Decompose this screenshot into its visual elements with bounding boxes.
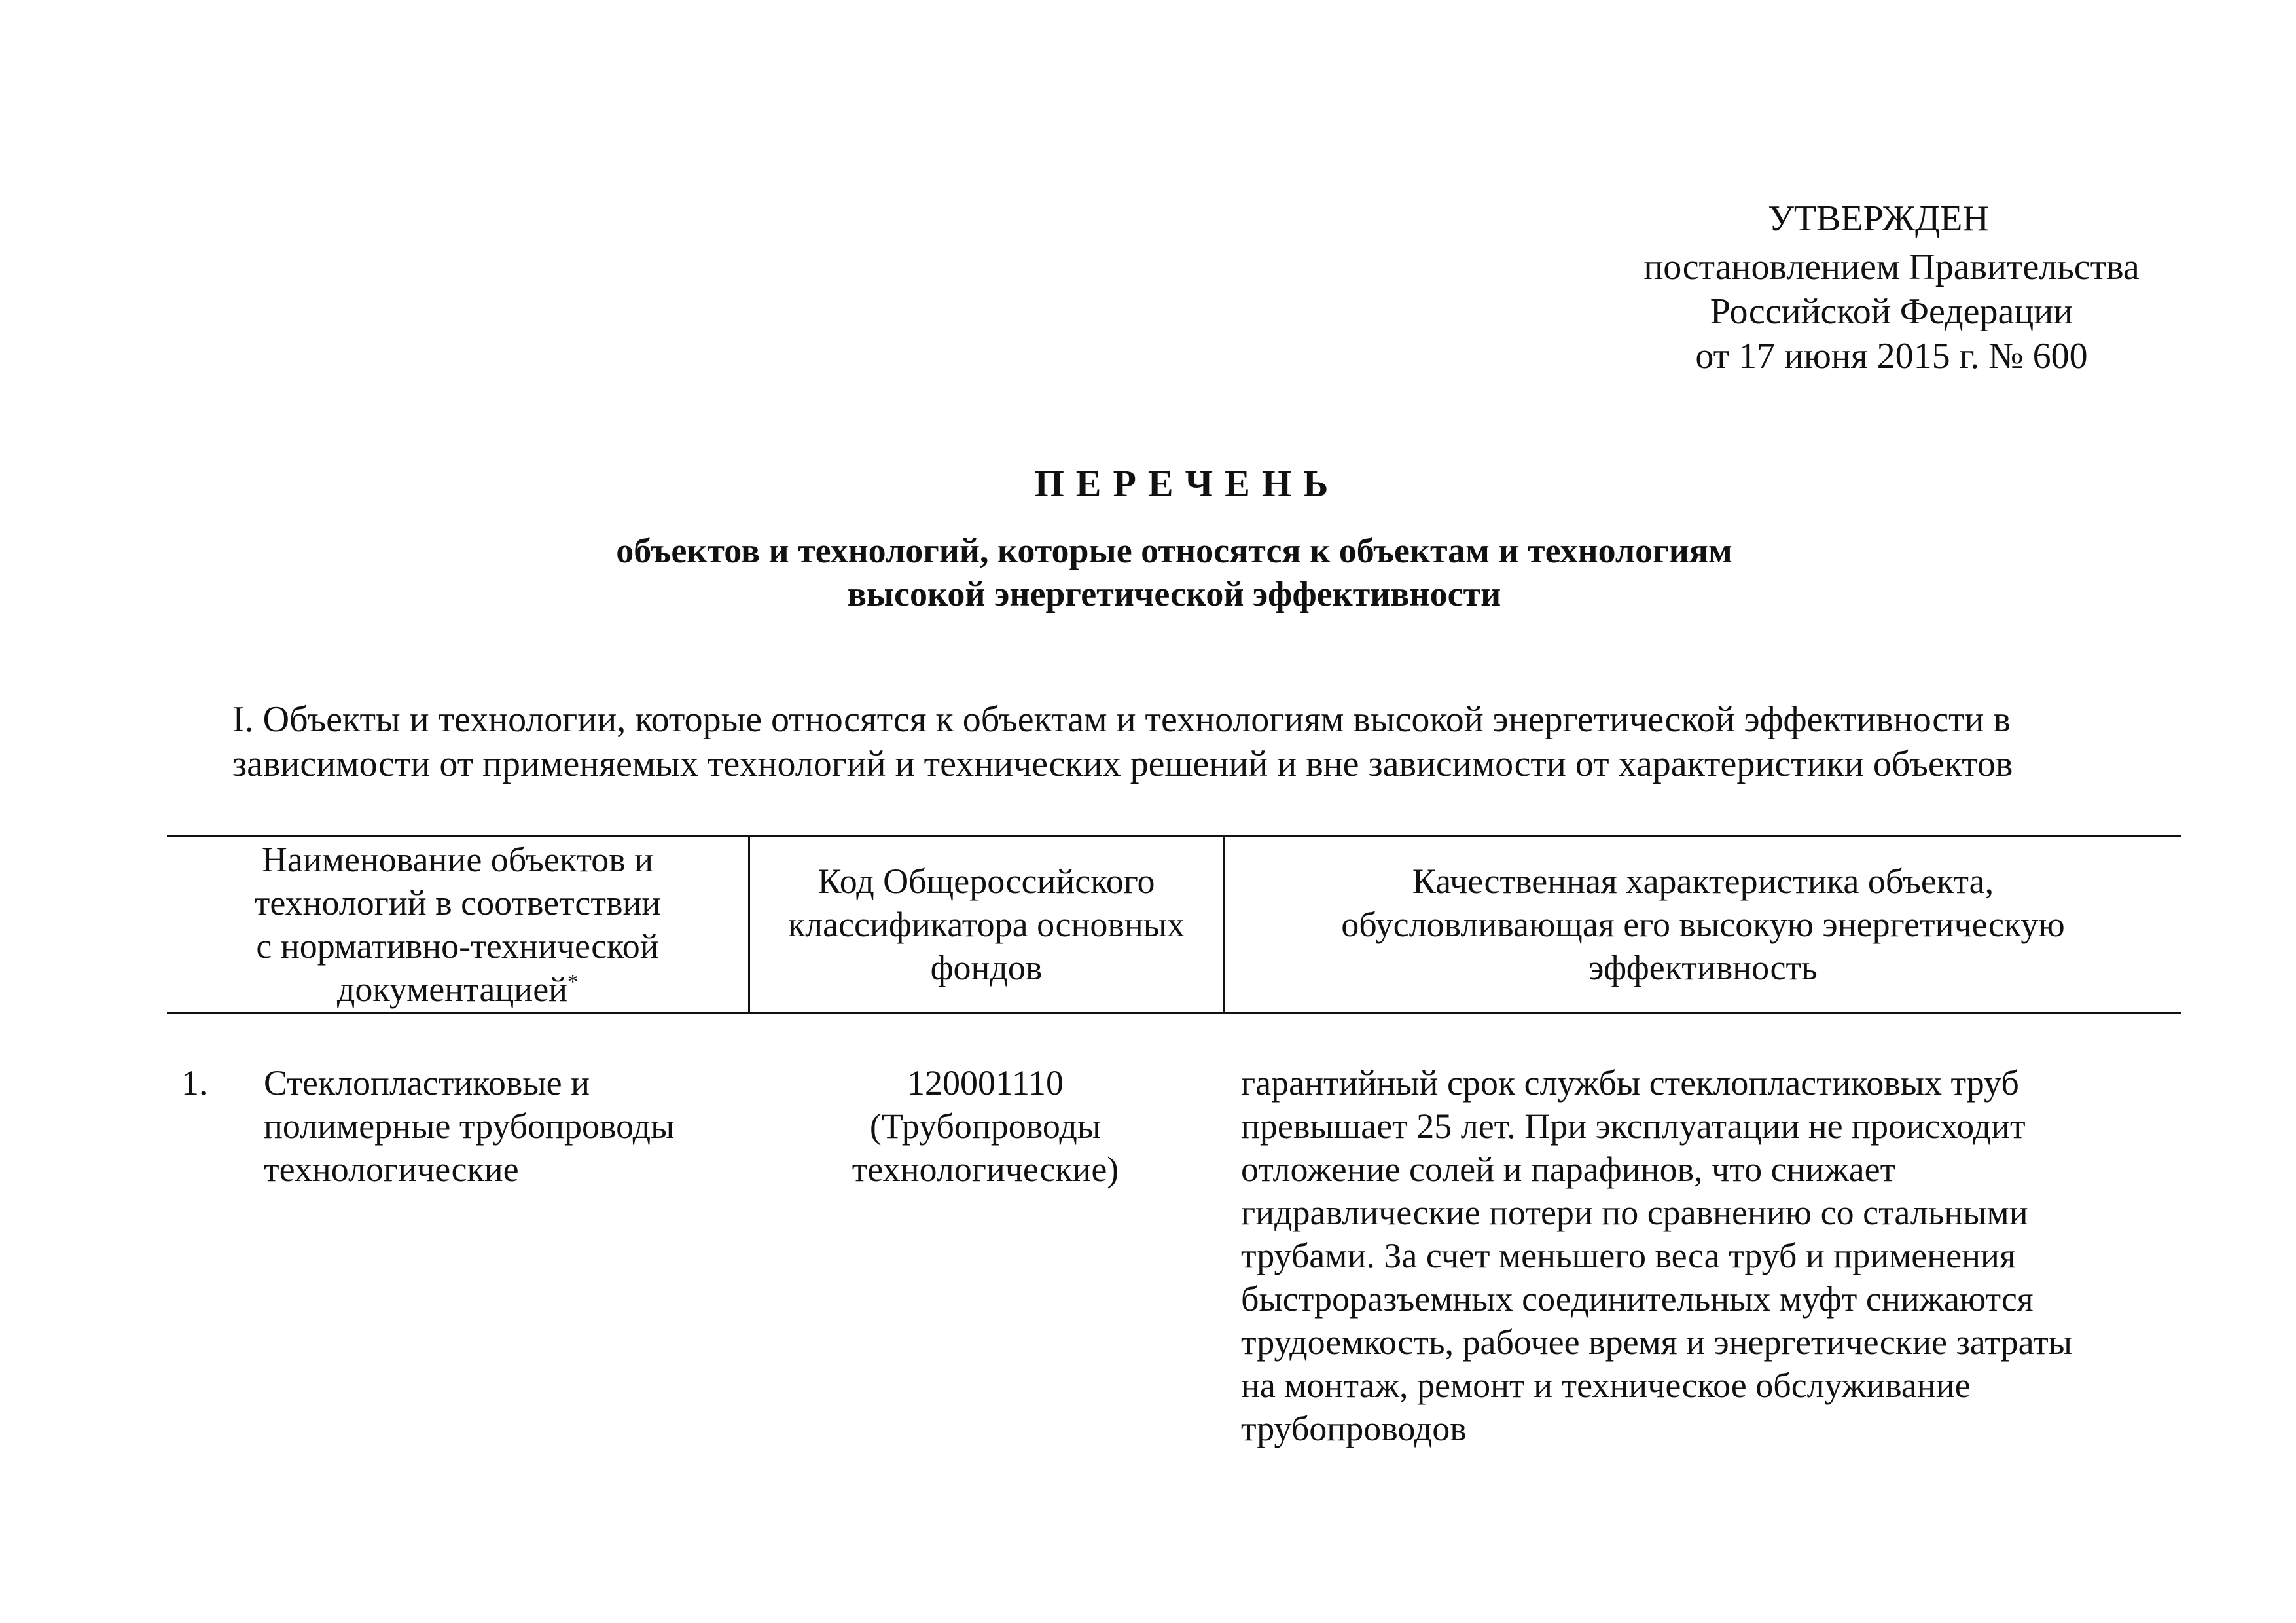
footnote-mark: *: [567, 970, 579, 993]
cell-line: быстроразъемных соединительных муфт снижаются: [1241, 1279, 2034, 1319]
section-heading-line: I. Объекты и технологии, которые относятся к объектам и технологиям высокой энергетической эффективности в: [232, 699, 2011, 740]
approval-line: постановлением Правительства: [1643, 247, 2140, 287]
header-line: обусловливающая его высокую энергетическую: [1341, 905, 2065, 944]
header-line: классификатора основных: [787, 905, 1185, 944]
row-object-name: [264, 1061, 748, 1450]
cell-line: Стеклопластиковые и: [264, 1063, 590, 1103]
column-header-characteristic: [1223, 837, 2181, 1012]
column-header-code: [748, 837, 1223, 1012]
column-header-name: [167, 837, 748, 1012]
header-line: Качественная характеристика объекта,: [1412, 862, 1994, 901]
section-heading: [232, 697, 2170, 786]
header-line: [255, 968, 661, 1011]
header-line: технологий в соответствии: [254, 883, 661, 922]
header-text: документацией: [336, 970, 568, 1009]
cell-line: технологические): [852, 1150, 1119, 1189]
cell-line: трудоемкость, рабочее время и энергетические затраты: [1241, 1322, 2073, 1362]
cell-line: 120001110: [907, 1063, 1064, 1103]
approval-title: УТВЕРЖДЕН: [1768, 198, 1989, 239]
header-line: Код Общероссийского: [817, 862, 1155, 901]
cell-line: трубами. За счет меньшего веса труб и применения: [1241, 1236, 2016, 1275]
table-header: [167, 835, 2181, 1014]
approval-stamp: [1597, 196, 2186, 378]
row-characteristic: [1223, 1061, 2181, 1450]
row-classifier-code: [748, 1061, 1223, 1450]
cell-line: технологические: [264, 1150, 519, 1189]
header-line: эффективность: [1588, 948, 1818, 987]
approval-date-number: от 17 июня 2015 г. № 600: [1695, 336, 2088, 376]
approval-line: Российской Федерации: [1710, 291, 2073, 332]
cell-line: полимерные трубопроводы: [264, 1106, 675, 1146]
document-title: ПЕРЕЧЕНЬ: [1034, 462, 1340, 505]
cell-line: на монтаж, ремонт и техническое обслуживание: [1241, 1366, 1971, 1405]
header-line: фондов: [930, 948, 1043, 987]
section-heading-line: зависимости от применяемых технологий и технических решений и вне зависимости от характеристики объектов: [232, 744, 2013, 784]
table-row: [167, 1061, 2181, 1450]
document-subtitle: [0, 529, 2296, 615]
row-number: 1.: [181, 1063, 208, 1103]
cell-line: гидравлические потери по сравнению со стальными: [1241, 1193, 2028, 1232]
cell-line: трубопроводов: [1241, 1409, 1467, 1448]
cell-line: отложение солей и парафинов, что снижает: [1241, 1150, 1896, 1189]
subtitle-line: высокой энергетической эффективности: [847, 574, 1501, 613]
cell-line: превышает 25 лет. При эксплуатации не происходит: [1241, 1106, 2026, 1146]
cell-line: (Трубопроводы: [869, 1106, 1102, 1146]
subtitle-line: объектов и технологий, которые относятся к объектам и технологиям: [616, 531, 1732, 570]
header-line: Наименование объектов и: [261, 840, 654, 879]
cell-line: гарантийный срок службы стеклопластиковых труб: [1241, 1063, 2019, 1103]
objects-table: [167, 835, 2181, 1450]
header-line: с нормативно-технической: [256, 926, 659, 966]
